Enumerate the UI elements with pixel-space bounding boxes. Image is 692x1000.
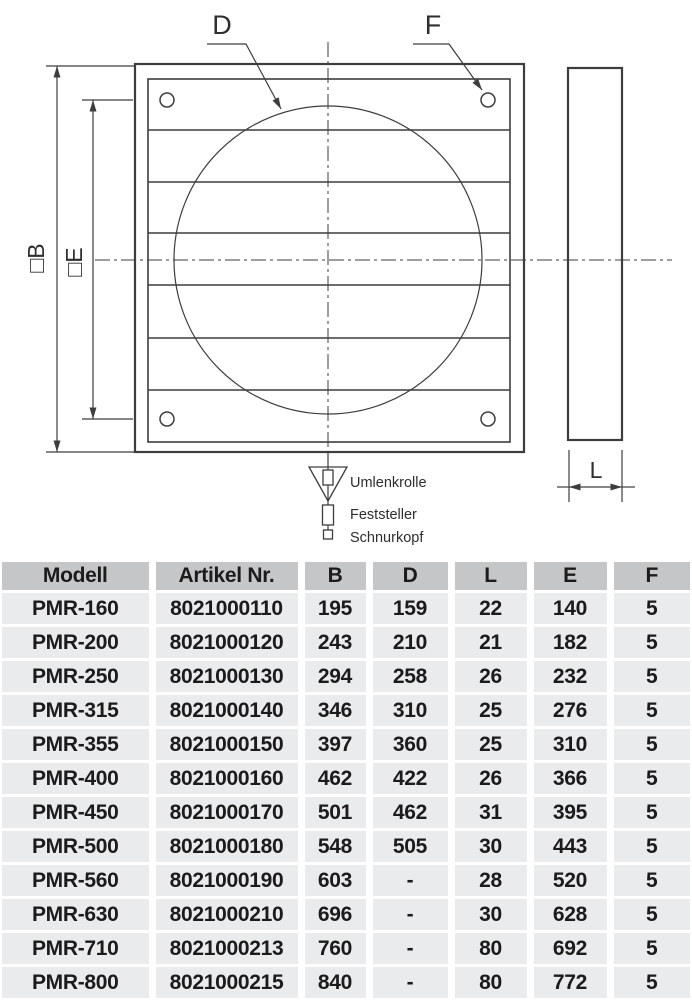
cell-e: 366 (530, 762, 610, 796)
cell-e: 232 (530, 660, 610, 694)
table-row (2, 830, 690, 864)
cell-l: 80 (451, 966, 530, 1000)
cell-e: 772 (530, 966, 610, 1000)
cell-b: 294 (301, 660, 369, 694)
cell-e: 276 (530, 694, 610, 728)
table-row (2, 864, 690, 898)
table-row (2, 592, 690, 626)
cell-artikel-nr: 8021000180 (152, 830, 301, 864)
cell-d: 159 (369, 592, 451, 626)
side-view-profile (568, 68, 622, 440)
cell-d: 360 (369, 728, 451, 762)
cell-l: 21 (451, 626, 530, 660)
spec-table (2, 562, 690, 1000)
cell-l: 30 (451, 830, 530, 864)
cell-l: 25 (451, 728, 530, 762)
cell-f: 5 (610, 694, 690, 728)
mounting-hole (481, 93, 495, 107)
cell-modell: PMR-450 (2, 796, 152, 830)
cell-modell: PMR-800 (2, 966, 152, 1000)
cell-e: 310 (530, 728, 610, 762)
cell-e: 520 (530, 864, 610, 898)
cell-artikel-nr: 8021000190 (152, 864, 301, 898)
mounting-hole (160, 412, 174, 426)
pulley-roller (323, 470, 333, 485)
table-header-row (2, 562, 690, 592)
cell-f: 5 (610, 932, 690, 966)
cell-modell: PMR-200 (2, 626, 152, 660)
cell-f: 5 (610, 966, 690, 1000)
cell-e: 182 (530, 626, 610, 660)
cell-l: 80 (451, 932, 530, 966)
cell-d: 505 (369, 830, 451, 864)
dim-l-label: L (589, 457, 603, 483)
cell-d: - (369, 864, 451, 898)
cell-f: 5 (610, 864, 690, 898)
lock-body (323, 505, 334, 525)
cell-artikel-nr: 8021000210 (152, 898, 301, 932)
mounting-hole (160, 93, 174, 107)
cell-b: 501 (301, 796, 369, 830)
col-header-d: D (369, 562, 451, 592)
cell-l: 31 (451, 796, 530, 830)
cell-l: 22 (451, 592, 530, 626)
cell-modell: PMR-630 (2, 898, 152, 932)
cell-e: 692 (530, 932, 610, 966)
cell-f: 5 (610, 592, 690, 626)
col-header-modell: Modell (2, 562, 152, 592)
cell-l: 26 (451, 762, 530, 796)
cell-modell: PMR-500 (2, 830, 152, 864)
cell-f: 5 (610, 898, 690, 932)
cell-b: 840 (301, 966, 369, 1000)
cell-b: 462 (301, 762, 369, 796)
cell-modell: PMR-250 (2, 660, 152, 694)
cell-d: - (369, 932, 451, 966)
cell-artikel-nr: 8021000110 (152, 592, 301, 626)
cell-f: 5 (610, 728, 690, 762)
table-row (2, 762, 690, 796)
cell-f: 5 (610, 830, 690, 864)
cell-b: 195 (301, 592, 369, 626)
col-header-artikel-nr: Artikel Nr. (152, 562, 301, 592)
cord-head (324, 530, 333, 539)
table-row (2, 660, 690, 694)
table-row (2, 626, 690, 660)
cell-f: 5 (610, 626, 690, 660)
table-row (2, 898, 690, 932)
cell-artikel-nr: 8021000215 (152, 966, 301, 1000)
cell-artikel-nr: 8021000130 (152, 660, 301, 694)
cell-d: - (369, 898, 451, 932)
cell-b: 243 (301, 626, 369, 660)
cell-b: 696 (301, 898, 369, 932)
annotation-umlenkrolle: Umlenkrolle (350, 475, 427, 491)
col-header-l: L (451, 562, 530, 592)
cell-d: 210 (369, 626, 451, 660)
table-row (2, 966, 690, 1000)
cell-modell: PMR-160 (2, 592, 152, 626)
cell-l: 26 (451, 660, 530, 694)
cell-b: 346 (301, 694, 369, 728)
cell-e: 443 (530, 830, 610, 864)
table-row (2, 728, 690, 762)
cell-f: 5 (610, 762, 690, 796)
cell-b: 397 (301, 728, 369, 762)
cell-artikel-nr: 8021000140 (152, 694, 301, 728)
dim-d-leader (207, 44, 281, 109)
cell-modell: PMR-315 (2, 694, 152, 728)
cell-e: 628 (530, 898, 610, 932)
cell-e: 140 (530, 592, 610, 626)
cell-modell: PMR-355 (2, 728, 152, 762)
table-row (2, 694, 690, 728)
col-header-b: B (301, 562, 369, 592)
dim-f-label: F (424, 10, 442, 40)
cell-l: 28 (451, 864, 530, 898)
cell-f: 5 (610, 660, 690, 694)
cell-d: 422 (369, 762, 451, 796)
mounting-hole (481, 412, 495, 426)
cell-artikel-nr: 8021000170 (152, 796, 301, 830)
cell-d: 258 (369, 660, 451, 694)
cell-l: 30 (451, 898, 530, 932)
dim-d-label: D (212, 10, 232, 40)
cell-modell: PMR-710 (2, 932, 152, 966)
cell-f: 5 (610, 796, 690, 830)
col-header-f: F (610, 562, 690, 592)
front-view-outer-frame (135, 64, 524, 452)
dim-e-label: □E (61, 247, 87, 277)
cell-e: 395 (530, 796, 610, 830)
col-header-e: E (530, 562, 610, 592)
dim-f-leader (413, 44, 482, 90)
cell-d: - (369, 966, 451, 1000)
cell-d: 462 (369, 796, 451, 830)
cell-l: 25 (451, 694, 530, 728)
cell-b: 603 (301, 864, 369, 898)
cell-artikel-nr: 8021000213 (152, 932, 301, 966)
cell-b: 548 (301, 830, 369, 864)
annotation-feststeller: Feststeller (350, 507, 417, 523)
table-row (2, 932, 690, 966)
cell-artikel-nr: 8021000160 (152, 762, 301, 796)
cell-d: 310 (369, 694, 451, 728)
cell-artikel-nr: 8021000120 (152, 626, 301, 660)
dim-b-label: □B (23, 243, 49, 273)
cell-modell: PMR-400 (2, 762, 152, 796)
cell-artikel-nr: 8021000150 (152, 728, 301, 762)
cell-modell: PMR-560 (2, 864, 152, 898)
cell-b: 760 (301, 932, 369, 966)
annotation-schnurkopf: Schnurkopf (350, 530, 424, 546)
table-row (2, 796, 690, 830)
